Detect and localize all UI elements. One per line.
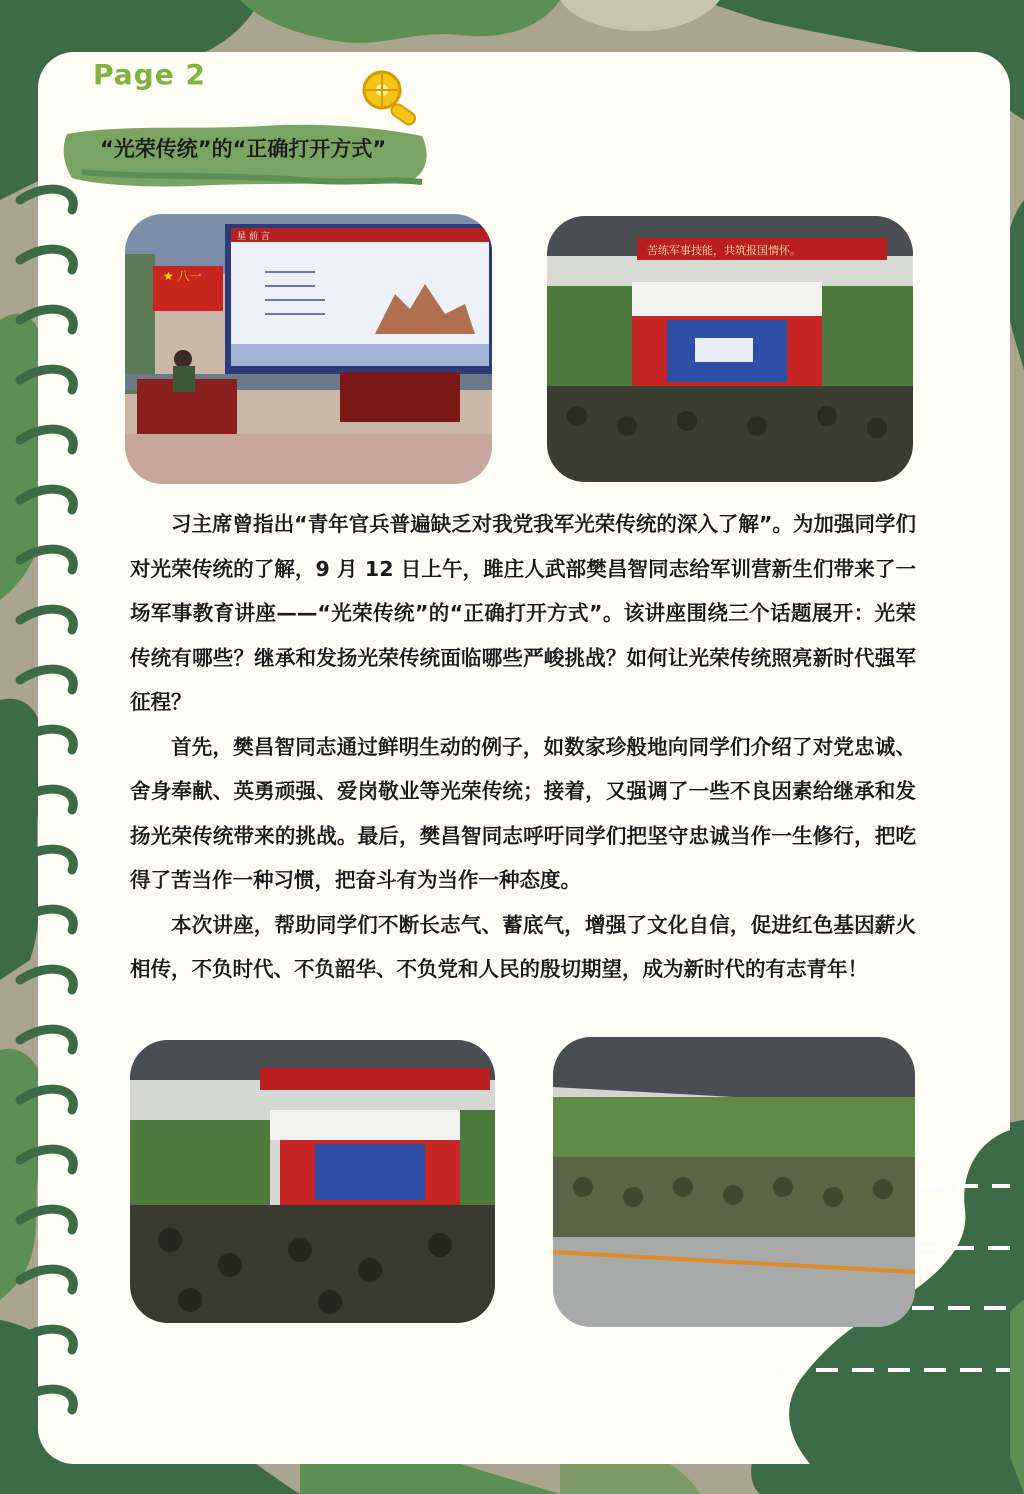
hall-banner-text: 苦练军事技能，共筑报国情怀。 xyxy=(647,244,801,257)
notebook-rings xyxy=(10,180,80,1440)
article-body xyxy=(130,502,916,992)
svg-text:★ 八一: ★ 八一 xyxy=(163,269,202,283)
paragraph-2: 首先，樊昌智同志通过鲜明生动的例子，如数家珍般地向同学们介绍了对党忠诚、舍身奉献、英勇顽强、爱岗敬业等光荣传统；接着，又强调了一些不良因素给继承和发扬光荣传统带来的挑战。最后，樊昌智同志呼吁同学们把坚守忠诚当作一生修行，把吃得了苦当作一种习惯，把奋斗有为当作一种态度。 xyxy=(130,734,916,892)
photo-cadets-seated xyxy=(553,1037,915,1327)
paragraph-3: 本次讲座，帮助同学们不断长志气、蓄底气，增强了文化自信，促进红色基因薪火相传，不负时代、不负韶华、不负党和人民的殷切期望，成为新时代的有志青年！ xyxy=(130,912,916,981)
photo-speaker-lecture xyxy=(125,214,492,484)
photo-hall-crowd xyxy=(130,1040,495,1323)
page-label: Page 2 xyxy=(93,58,206,91)
hand-fan-icon xyxy=(356,66,426,128)
screen-heading: 星 前 言 xyxy=(237,232,270,242)
paragraph-1: 习主席曾指出“青年官兵普遍缺乏对我党我军光荣传统的深入了解”。为加强同学们对光荣传统的了解，9 月 12 日上午，雎庄人武部樊昌智同志给军训营新生们带来了一场军事教育讲座——“光荣传统”的“正确打开方式”。该讲座围绕三个话题展开：光荣传统有哪些？继承和发扬光荣传统面临哪些严峻挑战？如何让光荣传统照亮新时代强军征程？ xyxy=(130,512,916,714)
article-title: “光荣传统”的“正确打开方式” xyxy=(100,137,387,161)
photo-hall-stage xyxy=(547,216,913,482)
